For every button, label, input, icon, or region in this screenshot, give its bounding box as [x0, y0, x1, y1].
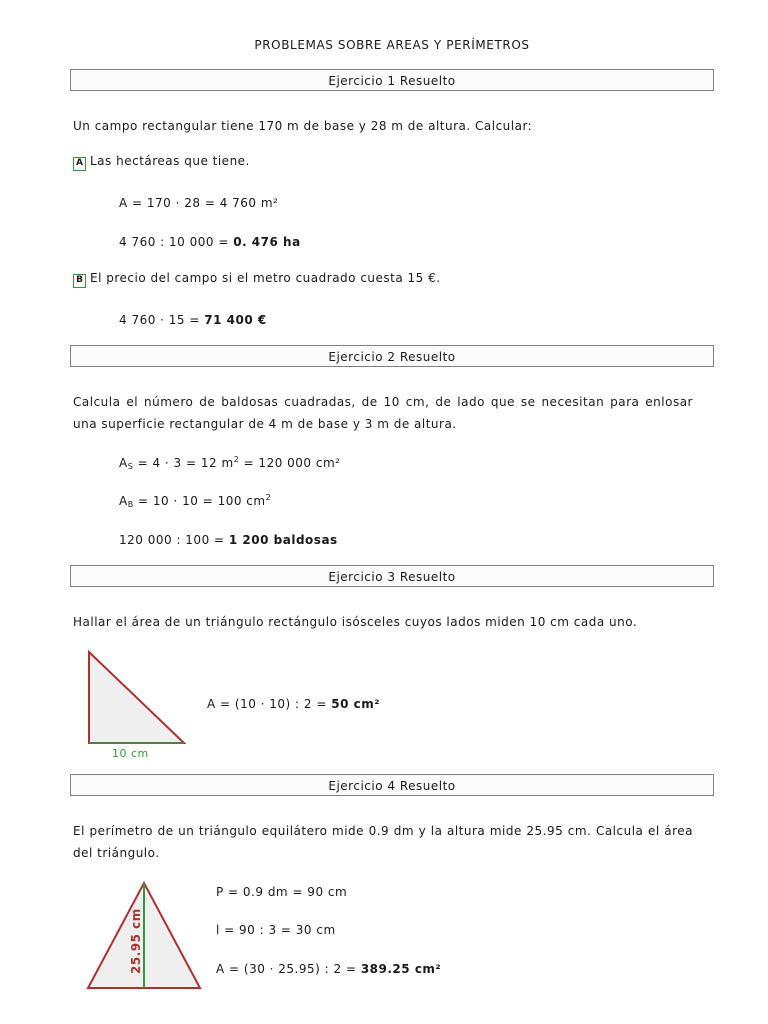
- subscript-b: B: [127, 500, 134, 509]
- exercise-2-calc-surface: [119, 452, 739, 474]
- calc-result: 0. 476 ha: [233, 235, 301, 249]
- exercise-1-part-a: [73, 150, 693, 172]
- exercise-2-calc-tile: [119, 490, 739, 512]
- exercise-4-calc-area: [216, 958, 536, 980]
- exercise-4-header: Ejercicio 4 Resuelto: [70, 774, 714, 796]
- exercise-1-calc-area: A = 170 · 28 = 4 760 m²: [119, 196, 279, 210]
- exercise-3-calc: [207, 693, 507, 715]
- calc-prefix: 120 000 : 100 =: [119, 533, 225, 547]
- calc-result: 71 400 €: [204, 313, 267, 327]
- equilateral-triangle-figure: [84, 878, 204, 994]
- right-triangle-figure: [84, 648, 194, 763]
- exercise-4-calc-perimeter: P = 0.9 dm = 90 cm: [216, 885, 348, 899]
- calc-result: 389.25 cm²: [360, 962, 442, 976]
- calc-text: = 120 000 cm²: [239, 456, 341, 470]
- exercise-2-calc-count: [119, 529, 739, 551]
- calc-prefix: 4 760 · 15 =: [119, 313, 200, 327]
- calc-result: 50 cm²: [331, 697, 380, 711]
- side-length-label: 10 cm: [112, 747, 149, 760]
- calc-prefix: A = (30 · 25.95) : 2 =: [216, 962, 357, 976]
- calc-result: 1 200 baldosas: [228, 533, 338, 547]
- exercise-2-header: Ejercicio 2 Resuelto: [70, 345, 714, 367]
- exercise-4-statement: El perímetro de un triángulo equilátero mide 0.9 dm y la altura mide 25.95 cm. Calcula el área del triángulo.: [73, 824, 693, 860]
- exercise-1-calc-price: [119, 309, 739, 331]
- exercise-3-header: Ejercicio 3 Resuelto: [70, 565, 714, 587]
- exercise-4-calc-side: l = 90 : 3 = 30 cm: [216, 923, 336, 937]
- exercise-1-statement: Un campo rectangular tiene 170 m de base y 28 m de altura. Calcular:: [73, 119, 533, 133]
- exercise-3-statement: Hallar el área de un triángulo rectángulo isósceles cuyos lados miden 10 cm cada uno.: [73, 615, 638, 629]
- height-label: 25.95 cm: [129, 908, 143, 974]
- calc-text: = 4 · 3 = 12 m: [133, 456, 234, 470]
- part-b-badge: B: [73, 274, 86, 288]
- calc-prefix: A = (10 · 10) : 2 =: [207, 697, 327, 711]
- calc-prefix: 4 760 : 10 000 =: [119, 235, 229, 249]
- part-a-text: Las hectáreas que tiene.: [90, 154, 250, 168]
- var-a: A: [119, 456, 128, 470]
- document-title: PROBLEMAS SOBRE AREAS Y PERÍMETROS: [254, 38, 530, 52]
- part-a-badge: A: [73, 157, 86, 171]
- superscript: 2: [265, 493, 272, 502]
- exercise-1-calc-hectares: [119, 231, 739, 253]
- exercise-2-statement: Calcula el número de baldosas cuadradas, de 10 cm, de lado que se necesitan para enlosar una superficie rectangular de 4 m de base y 3 m de altura.: [73, 395, 693, 431]
- part-b-text: El precio del campo si el metro cuadrado cuesta 15 €.: [90, 271, 441, 285]
- exercise-1-header: Ejercicio 1 Resuelto: [70, 69, 714, 91]
- right-triangle-shape: [89, 652, 184, 743]
- calc-text: = 10 · 10 = 100 cm: [133, 494, 266, 508]
- superscript: 2: [233, 455, 240, 464]
- exercise-1-part-b: [73, 267, 693, 289]
- var-a: A: [119, 494, 128, 508]
- subscript-s: S: [127, 462, 134, 471]
